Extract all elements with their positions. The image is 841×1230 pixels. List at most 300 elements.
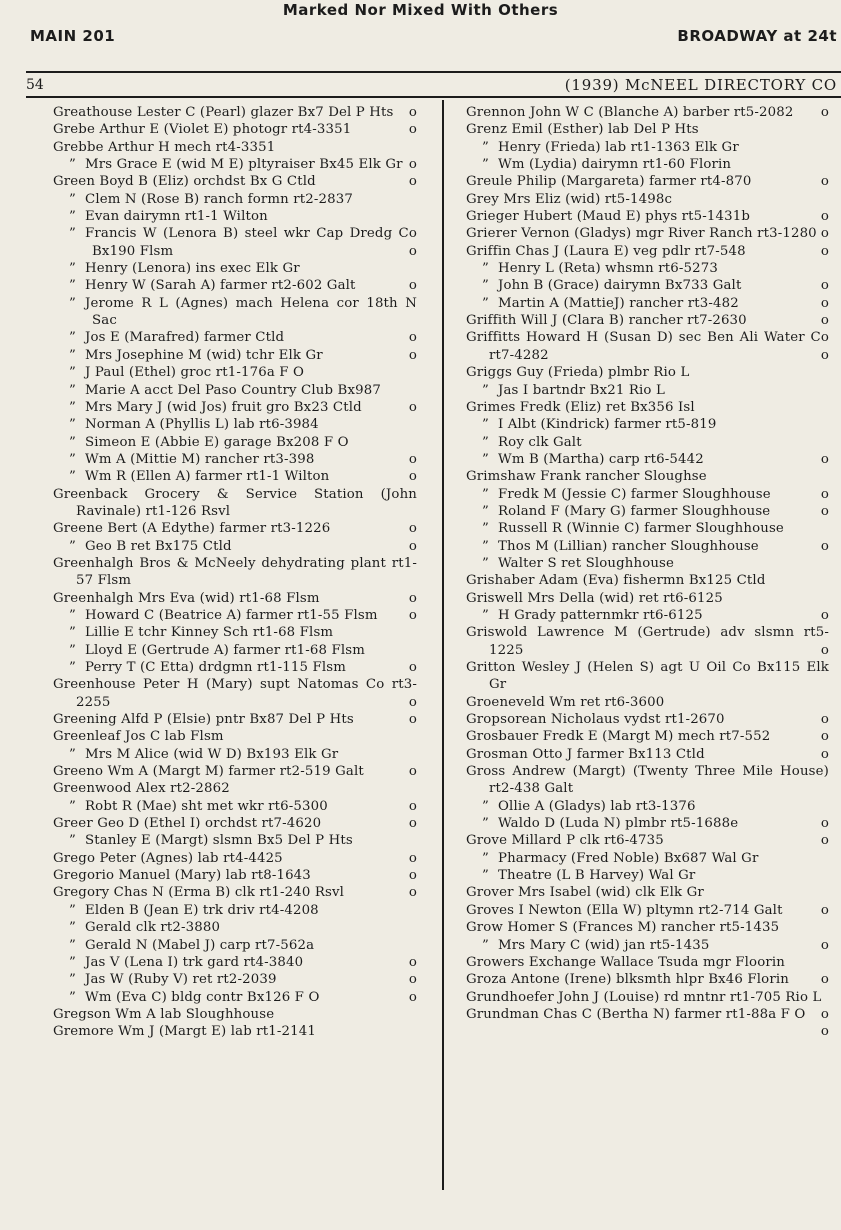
entry-text: Grenz Emil (Esther) lab Del P Hts: [466, 122, 699, 138]
entry-text: Evan dairymn rt1-1 Wilton: [85, 209, 268, 225]
entry-text: Grow Homer S (Frances M) rancher rt5-1435: [466, 920, 780, 936]
directory-entry: [466, 191, 829, 208]
city-marker: o: [820, 729, 829, 745]
entry-text: Henry L (Reta) whsmn rt6-5273: [498, 261, 718, 277]
directory-entry: [53, 382, 417, 399]
ditto-mark: ”: [69, 937, 76, 953]
directory-entry: [53, 937, 417, 954]
directory-entry: [53, 329, 417, 346]
entry-text: Wm (Eva C) bldg contr Bx126 F O: [85, 989, 320, 1005]
directory-entry: [466, 538, 829, 555]
directory-entry: [53, 989, 417, 1006]
city-marker: o: [820, 607, 829, 623]
city-marker: o: [408, 399, 417, 415]
directory-entry: [466, 555, 829, 572]
directory-entry: [53, 590, 417, 607]
ditto-mark: ”: [69, 833, 76, 849]
right-column: [466, 104, 829, 1041]
directory-entry: [53, 607, 417, 624]
ditto-mark: ”: [69, 920, 76, 936]
directory-entry: [466, 590, 829, 607]
entry-text: Greene Bert (A Edythe) farmer rt3-1226: [53, 521, 331, 537]
ditto-mark: ”: [482, 486, 489, 502]
directory-entry: [466, 312, 829, 329]
entry-text: Mrs Grace E (wid M E) pltyraiser Bx45 Elk Gr: [85, 157, 403, 173]
directory-entry: [466, 798, 829, 815]
entry-text: Mrs Mary C (wid) jan rt5-1435: [498, 937, 710, 953]
entry-text: Jas I bartndr Bx21 Rio L: [498, 382, 665, 398]
page-number: 54: [26, 77, 44, 93]
directory-entry: [53, 711, 417, 728]
directory-entry: [53, 555, 417, 590]
entry-text: Grishaber Adam (Eva) fishermn Bx125 Ctld: [466, 573, 766, 589]
directory-entry: [53, 295, 417, 330]
header-rule-bottom: [26, 96, 841, 98]
ditto-mark: ”: [69, 469, 76, 485]
directory-entry: [53, 780, 417, 797]
ditto-mark: ”: [69, 746, 76, 762]
entry-text: Stanley E (Margt) slsmn Bx5 Del P Hts: [85, 833, 353, 849]
entry-text: Simeon E (Abbie E) garage Bx208 F O: [85, 434, 349, 450]
entry-text: Lillie E tchr Kinney Sch rt1-68 Flsm: [85, 625, 334, 641]
ditto-mark: ”: [69, 902, 76, 918]
entry-text: Greathouse Lester C (Pearl) glazer Bx7 Del P Hts: [53, 105, 394, 120]
entry-text: Gropsorean Nicholaus vydst rt1-2670: [466, 712, 725, 728]
entry-text: Geo B ret Bx175 Ctld: [85, 538, 232, 554]
entry-text: Francis W (Lenora B) steel wkr Cap Dredg Co Bx190 Flsm: [85, 226, 417, 259]
directory-entry: [466, 763, 829, 798]
city-marker: o: [408, 694, 417, 710]
entry-text: Gregory Chas N (Erma B) clk rt1-240 Rsvl: [53, 885, 345, 901]
entry-text: Gregorio Manuel (Mary) lab rt8-1643: [53, 868, 311, 884]
entry-text: Groza Antone (Irene) blksmth hlpr Bx46 Florin: [466, 972, 789, 988]
directory-entry: [466, 572, 829, 589]
city-marker: o: [820, 902, 829, 918]
directory-entry: [53, 1023, 417, 1040]
entry-text: Ollie A (Gladys) lab rt3-1376: [498, 798, 696, 814]
directory-entry: [53, 173, 417, 190]
city-marker: o: [820, 642, 829, 658]
ditto-mark: ”: [482, 157, 489, 173]
city-marker: o: [820, 174, 829, 190]
directory-entry: [466, 364, 829, 381]
city-marker: o: [408, 660, 417, 675]
directory-entry: [466, 954, 829, 971]
directory-entry: [466, 503, 829, 520]
ditto-mark: ”: [69, 226, 76, 242]
entry-text: Greeno Wm A (Margt M) farmer rt2-519 Galt: [53, 764, 364, 780]
entry-text: Pharmacy (Fred Noble) Bx687 Wal Gr: [498, 850, 759, 866]
entry-text: Mrs Josephine M (wid) tchr Elk Gr: [85, 347, 323, 363]
entry-text: Griffitts Howard H (Susan D) sec Ben Ali Water Co rt7-4282: [466, 330, 829, 363]
city-marker: o: [820, 105, 829, 120]
directory-entry: [53, 191, 417, 208]
directory-entry: [53, 225, 417, 260]
directory-entry: [466, 260, 829, 277]
entry-text: Greenhouse Peter H (Mary) supt Natomas Co rt3-2255: [53, 677, 417, 710]
directory-entry: [466, 434, 829, 451]
city-marker: o: [820, 278, 829, 294]
directory-entry: [466, 902, 829, 919]
city-marker: o: [408, 798, 417, 814]
entry-text: Wm A (Mittie M) rancher rt3-398: [85, 451, 315, 467]
directory-entry: [53, 798, 417, 815]
directory-entry: [466, 607, 829, 624]
ditto-mark: ”: [482, 503, 489, 519]
entry-text: Groeneveld Wm ret rt6-3600: [466, 694, 665, 710]
directory-entry: [53, 104, 417, 121]
entry-text: Grove Millard P clk rt6-4735: [466, 833, 664, 849]
entry-text: Gross Andrew (Margt) (Twenty Three Mile House) rt2-438 Galt: [466, 764, 829, 797]
ditto-mark: ”: [482, 278, 489, 294]
entry-text: Roland F (Mary G) farmer Sloughhouse: [498, 503, 771, 519]
city-marker: o: [408, 712, 417, 728]
entry-text: Clem N (Rose B) ranch formn rt2-2837: [85, 191, 353, 207]
entry-text: J Paul (Ethel) groc rt1-176a F O: [85, 365, 305, 381]
directory-entry: [466, 971, 829, 988]
entry-text: Gregson Wm A lab Sloughhouse: [53, 1006, 275, 1022]
entry-text: Mrs Mary J (wid Jos) fruit gro Bx23 Ctld: [85, 399, 362, 415]
directory-entry: [53, 642, 417, 659]
city-marker: o: [408, 347, 417, 363]
directory-entry: [466, 937, 829, 954]
directory-entry: [53, 139, 417, 156]
directory-entry: [53, 1006, 417, 1023]
city-marker: o: [408, 885, 417, 901]
entry-text: Grosman Otto J farmer Bx113 Ctld: [466, 746, 705, 762]
city-marker: o: [408, 174, 417, 190]
top-banner: Marked Nor Mixed With Others: [282, 1, 559, 19]
city-marker: o: [820, 209, 829, 225]
directory-entry: [466, 815, 829, 832]
entry-text: Gremore Wm J (Margt E) lab rt1-2141: [53, 1024, 316, 1040]
directory-entry: [53, 260, 417, 277]
entry-text: H Grady patternmkr rt6-6125: [498, 607, 703, 623]
entry-text: Henry (Frieda) lab rt1-1363 Elk Gr: [498, 139, 739, 155]
city-marker: o: [820, 295, 829, 311]
directory-entry: [466, 399, 829, 416]
directory-entry: [466, 1006, 829, 1040]
ditto-mark: ”: [69, 989, 76, 1005]
directory-entry: [53, 763, 417, 780]
ditto-mark: ”: [482, 850, 489, 866]
city-marker: o: [408, 521, 417, 537]
entry-text: Grundhoefer John J (Louise) rd mntnr rt1-705 Rio L: [466, 989, 822, 1005]
ditto-mark: ”: [69, 538, 76, 554]
directory-entry: [53, 902, 417, 919]
header-rule-top: [26, 71, 841, 73]
ditto-mark: ”: [69, 798, 76, 814]
directory-entry: [466, 329, 829, 364]
ditto-mark: ”: [482, 937, 489, 953]
ditto-mark: ”: [69, 347, 76, 363]
phone-number: MAIN 201: [30, 27, 116, 45]
entry-text: Waldo D (Luda N) plmbr rt5-1688e: [498, 816, 739, 832]
entry-text: Martin A (MattieJ) rancher rt3-482: [498, 295, 739, 311]
entry-text: Henry W (Sarah A) farmer rt2-602 Galt: [85, 278, 356, 294]
directory-entry: [53, 399, 417, 416]
entry-text: Greule Philip (Margareta) farmer rt4-870: [466, 174, 752, 190]
entry-text: Fredk M (Jessie C) farmer Sloughhouse: [498, 486, 771, 502]
city-marker: o: [820, 243, 829, 259]
city-marker: o: [820, 486, 829, 502]
directory-entry: [53, 884, 417, 901]
city-marker: o: [408, 954, 417, 970]
left-column: [53, 104, 417, 1041]
ditto-mark: ”: [69, 278, 76, 294]
directory-entry: [466, 659, 829, 694]
city-marker: o: [408, 607, 417, 623]
city-marker: o: [820, 816, 829, 832]
ditto-mark: ”: [69, 954, 76, 970]
entry-text: Lloyd E (Gertrude A) farmer rt1-68 Flsm: [85, 642, 366, 658]
directory-entry: [53, 468, 417, 485]
entry-text: Perry T (C Etta) drdgmn rt1-115 Flsm: [85, 660, 346, 675]
directory-entry: [466, 624, 829, 659]
ditto-mark: ”: [69, 399, 76, 415]
city-marker: o: [820, 503, 829, 519]
ditto-mark: ”: [482, 816, 489, 832]
entry-text: Henry (Lenora) ins exec Elk Gr: [85, 261, 300, 277]
entry-text: Marie A acct Del Paso Country Club Bx987: [85, 382, 381, 398]
entry-text: Greenhalgh Mrs Eva (wid) rt1-68 Flsm: [53, 590, 320, 606]
directory-entry: [53, 919, 417, 936]
entry-text: Robt R (Mae) sht met wkr rt6-5300: [85, 798, 328, 814]
directory-entry: [53, 486, 417, 521]
directory-entry: [466, 295, 829, 312]
directory-entry: [466, 746, 829, 763]
entry-text: Griswold Lawrence M (Gertrude) adv slsmn rt5-1225: [466, 625, 829, 658]
entry-text: John B (Grace) dairymn Bx733 Galt: [498, 278, 742, 294]
directory-entry: [466, 451, 829, 468]
entry-text: I Albt (Kindrick) farmer rt5-819: [498, 417, 717, 433]
entry-text: Grosbauer Fredk E (Margt M) mech rt7-552: [466, 729, 771, 745]
entry-text: Norman A (Phyllis L) lab rt6-3984: [85, 417, 319, 433]
city-marker: o: [820, 347, 829, 363]
city-marker: o: [820, 538, 829, 554]
city-marker: o: [820, 313, 829, 329]
directory-entry: [53, 347, 417, 364]
entry-text: Grey Mrs Eliz (wid) rt5-1498c: [466, 191, 673, 207]
entry-text: Greening Alfd P (Elsie) pntr Bx87 Del P Hts: [53, 712, 354, 728]
entry-text: Green Boyd B (Eliz) orchdst Bx G Ctld: [53, 174, 316, 190]
directory-entry: [466, 121, 829, 138]
ditto-mark: ”: [482, 798, 489, 814]
city-marker: o: [820, 1006, 829, 1022]
city-marker: o: [820, 1024, 829, 1040]
ditto-mark: ”: [482, 451, 489, 467]
directory-entry: [466, 225, 829, 242]
entry-text: Greenhalgh Bros & McNeely dehydrating plant rt1-57 Flsm: [53, 555, 417, 589]
city-marker: o: [408, 972, 417, 988]
ditto-mark: ”: [69, 382, 76, 398]
ditto-mark: ”: [69, 330, 76, 346]
entry-text: Grimes Fredk (Eliz) ret Bx356 Isl: [466, 399, 695, 415]
ditto-mark: ”: [482, 555, 489, 571]
entry-text: Grego Peter (Agnes) lab rt4-4425: [53, 850, 283, 866]
entry-text: Jerome R L (Agnes) mach Helena cor 18th N Sac: [85, 295, 417, 329]
entry-text: Grundman Chas C (Bertha N) farmer rt1-88a F O: [466, 1006, 806, 1022]
directory-entry: [466, 243, 829, 260]
entry-text: Grover Mrs Isabel (wid) clk Elk Gr: [466, 885, 704, 901]
entry-text: Greenleaf Jos C lab Flsm: [53, 729, 224, 745]
directory-entry: [466, 156, 829, 173]
directory-entry: [53, 832, 417, 849]
entry-text: Greer Geo D (Ethel I) orchdst rt7-4620: [53, 816, 322, 832]
entry-text: Mrs M Alice (wid W D) Bx193 Elk Gr: [85, 746, 339, 762]
ditto-mark: ”: [69, 607, 76, 623]
ditto-mark: ”: [69, 295, 76, 311]
ditto-mark: ”: [69, 451, 76, 467]
directory-entry: [53, 416, 417, 433]
ditto-mark: ”: [482, 434, 489, 450]
entry-text: Wm R (Ellen A) farmer rt1-1 Wilton: [85, 469, 330, 485]
entry-text: Wm B (Martha) carp rt6-5442: [498, 451, 704, 467]
city-marker: o: [408, 157, 417, 173]
directory-entry: [53, 954, 417, 971]
city-marker: o: [820, 833, 829, 849]
entry-text: Growers Exchange Wallace Tsuda mgr Floorin: [466, 954, 785, 970]
city-marker: o: [408, 122, 417, 138]
entry-text: Theatre (L B Harvey) Wal Gr: [498, 868, 696, 884]
ditto-mark: ”: [69, 642, 76, 658]
directory-entry: [466, 919, 829, 936]
city-marker: o: [820, 712, 829, 728]
ditto-mark: ”: [69, 365, 76, 381]
ditto-mark: ”: [482, 382, 489, 398]
directory-entry: [466, 382, 829, 399]
directory-entry: [53, 971, 417, 988]
ditto-mark: ”: [482, 139, 489, 155]
city-marker: o: [408, 590, 417, 606]
directory-entry: [466, 711, 829, 728]
ditto-mark: ”: [69, 660, 76, 675]
entry-text: Griswell Mrs Della (wid) ret rt6-6125: [466, 590, 723, 606]
ditto-mark: ”: [482, 521, 489, 537]
directory-entry: [53, 364, 417, 381]
entry-text: Griffin Chas J (Laura E) veg pdlr rt7-548: [466, 243, 746, 259]
ditto-mark: ”: [69, 417, 76, 433]
directory-entry: [466, 520, 829, 537]
entry-text: Grennon John W C (Blanche A) barber rt5-2082: [466, 105, 794, 120]
city-marker: o: [820, 451, 829, 467]
directory-entry: [466, 486, 829, 503]
entry-text: Gerald N (Mabel J) carp rt7-562a: [85, 937, 315, 953]
ditto-mark: ”: [482, 261, 489, 277]
directory-entry: [53, 659, 417, 676]
city-marker: o: [408, 764, 417, 780]
city-marker: o: [408, 105, 417, 120]
city-marker: o: [408, 451, 417, 467]
city-marker: o: [408, 243, 417, 259]
column-divider: [442, 100, 444, 1190]
entry-text: Greenwood Alex rt2-2862: [53, 781, 230, 797]
directory-entry: [466, 104, 829, 121]
directory-entry: [53, 277, 417, 294]
entry-text: Griffith Will J (Clara B) rancher rt7-2630: [466, 313, 747, 329]
running-head: (1939) McNEEL DIRECTORY CO: [564, 76, 837, 94]
ditto-mark: ”: [482, 417, 489, 433]
city-marker: o: [408, 469, 417, 485]
directory-entry: [53, 451, 417, 468]
directory-entry: [466, 277, 829, 294]
directory-entry: [466, 694, 829, 711]
directory-entry: [53, 624, 417, 641]
city-marker: o: [820, 937, 829, 953]
directory-entry: [53, 538, 417, 555]
street-address: BROADWAY at 24t: [677, 27, 837, 45]
entry-text: Howard C (Beatrice A) farmer rt1-55 Flsm: [85, 607, 378, 623]
directory-entry: [53, 728, 417, 745]
directory-entry: [53, 867, 417, 884]
directory-entry: [466, 884, 829, 901]
city-marker: o: [408, 816, 417, 832]
entry-text: Grebe Arthur E (Violet E) photogr rt4-3351: [53, 122, 352, 138]
city-marker: o: [820, 746, 829, 762]
entry-text: Russell R (Winnie C) farmer Sloughhouse: [498, 521, 784, 537]
directory-entry: [466, 416, 829, 433]
entry-text: Groves I Newton (Ella W) pltymn rt2-714 Galt: [466, 902, 783, 918]
city-marker: o: [408, 538, 417, 554]
entry-text: Elden B (Jean E) trk driv rt4-4208: [85, 902, 319, 918]
directory-entry: [466, 208, 829, 225]
entry-text: Gerald clk rt2-3880: [85, 920, 221, 936]
city-marker: o: [408, 278, 417, 294]
entry-text: Wm (Lydia) dairymn rt1-60 Florin: [498, 157, 732, 173]
entry-text: Grieger Hubert (Maud E) phys rt5-1431b: [466, 209, 751, 225]
ditto-mark: ”: [69, 972, 76, 988]
entry-text: Grebbe Arthur H mech rt4-3351: [53, 139, 276, 155]
directory-entry: [466, 173, 829, 190]
directory-entry: [53, 746, 417, 763]
directory-entry: [466, 468, 829, 485]
directory-entry: [466, 867, 829, 884]
entry-text: Walter S ret Sloughhouse: [498, 555, 675, 571]
directory-entry: [466, 850, 829, 867]
ditto-mark: ”: [482, 295, 489, 311]
city-marker: o: [820, 226, 829, 242]
ditto-mark: ”: [69, 434, 76, 450]
directory-entry: [466, 139, 829, 156]
directory-entry: [53, 850, 417, 867]
ditto-mark: ”: [482, 538, 489, 554]
directory-entry: [53, 121, 417, 138]
city-marker: o: [408, 868, 417, 884]
directory-entry: [466, 832, 829, 849]
ditto-mark: ”: [482, 607, 489, 623]
entry-text: Thos M (Lillian) rancher Sloughhouse: [498, 538, 759, 554]
ditto-mark: ”: [69, 625, 76, 641]
city-marker: o: [820, 972, 829, 988]
city-marker: o: [408, 989, 417, 1005]
ditto-mark: ”: [482, 868, 489, 884]
ditto-mark: ”: [69, 261, 76, 277]
directory-entry: [53, 156, 417, 173]
ditto-mark: ”: [69, 157, 76, 173]
directory-entry: [53, 676, 417, 711]
directory-entry: [53, 208, 417, 225]
entry-text: Roy clk Galt: [498, 434, 582, 450]
entry-text: Griggs Guy (Frieda) plmbr Rio L: [466, 365, 690, 381]
entry-text: Gritton Wesley J (Helen S) agt U Oil Co Bx115 Elk Gr: [466, 660, 829, 693]
entry-text: Grimshaw Frank rancher Sloughse: [466, 469, 707, 485]
entry-text: Jas V (Lena I) trk gard rt4-3840: [85, 954, 304, 970]
city-marker: o: [408, 850, 417, 866]
directory-entry: [53, 434, 417, 451]
entry-text: Jos E (Marafred) farmer Ctld: [85, 330, 285, 346]
directory-entry: [466, 728, 829, 745]
entry-text: Greenback Grocery & Service Station (John Ravinale) rt1-126 Rsvl: [53, 486, 417, 519]
